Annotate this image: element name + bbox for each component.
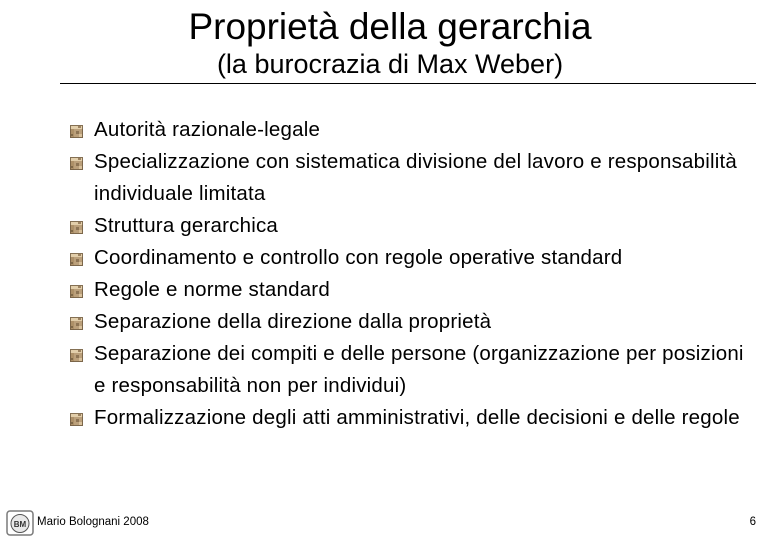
footer-author: Mario Bolognani 2008	[37, 516, 149, 528]
bullet-item	[68, 146, 758, 210]
bullet-item	[68, 402, 758, 434]
textured-square-bullet-icon	[70, 317, 83, 330]
bullet-text: Specializzazione con sistematica divisione del lavoro e responsabilità individuale limitata	[94, 150, 738, 205]
bullet-text: Separazione dei compiti e delle persone (organizzazione per posizioni e responsabilità non per individui)	[94, 342, 744, 397]
bullet-item	[68, 210, 758, 242]
bullet-text: Separazione della direzione dalla proprietà	[94, 310, 492, 333]
textured-square-bullet-icon	[70, 253, 83, 266]
bullet-text: Struttura gerarchica	[94, 214, 279, 237]
bullet-item	[68, 338, 758, 402]
bullet-text: Coordinamento e controllo con regole operative standard	[94, 246, 623, 269]
slide-title: Proprietà della gerarchia	[188, 6, 592, 47]
bm-logo-icon	[6, 510, 34, 536]
bullet-text: Regole e norme standard	[94, 278, 330, 301]
bullet-item	[68, 306, 758, 338]
bullet-item	[68, 114, 758, 146]
textured-square-bullet-icon	[70, 221, 83, 234]
bullet-item	[68, 274, 758, 306]
bullet-item	[68, 242, 758, 274]
title-divider	[60, 83, 756, 84]
bullet-list	[68, 114, 758, 434]
svg-text:BM: BM	[13, 520, 27, 529]
bullet-text: Autorità razionale-legale	[94, 118, 321, 141]
textured-square-bullet-icon	[70, 157, 83, 170]
slide-subtitle: (la burocrazia di Max Weber)	[216, 49, 564, 79]
textured-square-bullet-icon	[70, 285, 83, 298]
bullet-text: Formalizzazione degli atti amministrativi, delle decisioni e delle regole	[94, 406, 740, 429]
textured-square-bullet-icon	[70, 413, 83, 426]
textured-square-bullet-icon	[70, 349, 83, 362]
page-number: 6	[749, 516, 756, 528]
textured-square-bullet-icon	[70, 125, 83, 138]
